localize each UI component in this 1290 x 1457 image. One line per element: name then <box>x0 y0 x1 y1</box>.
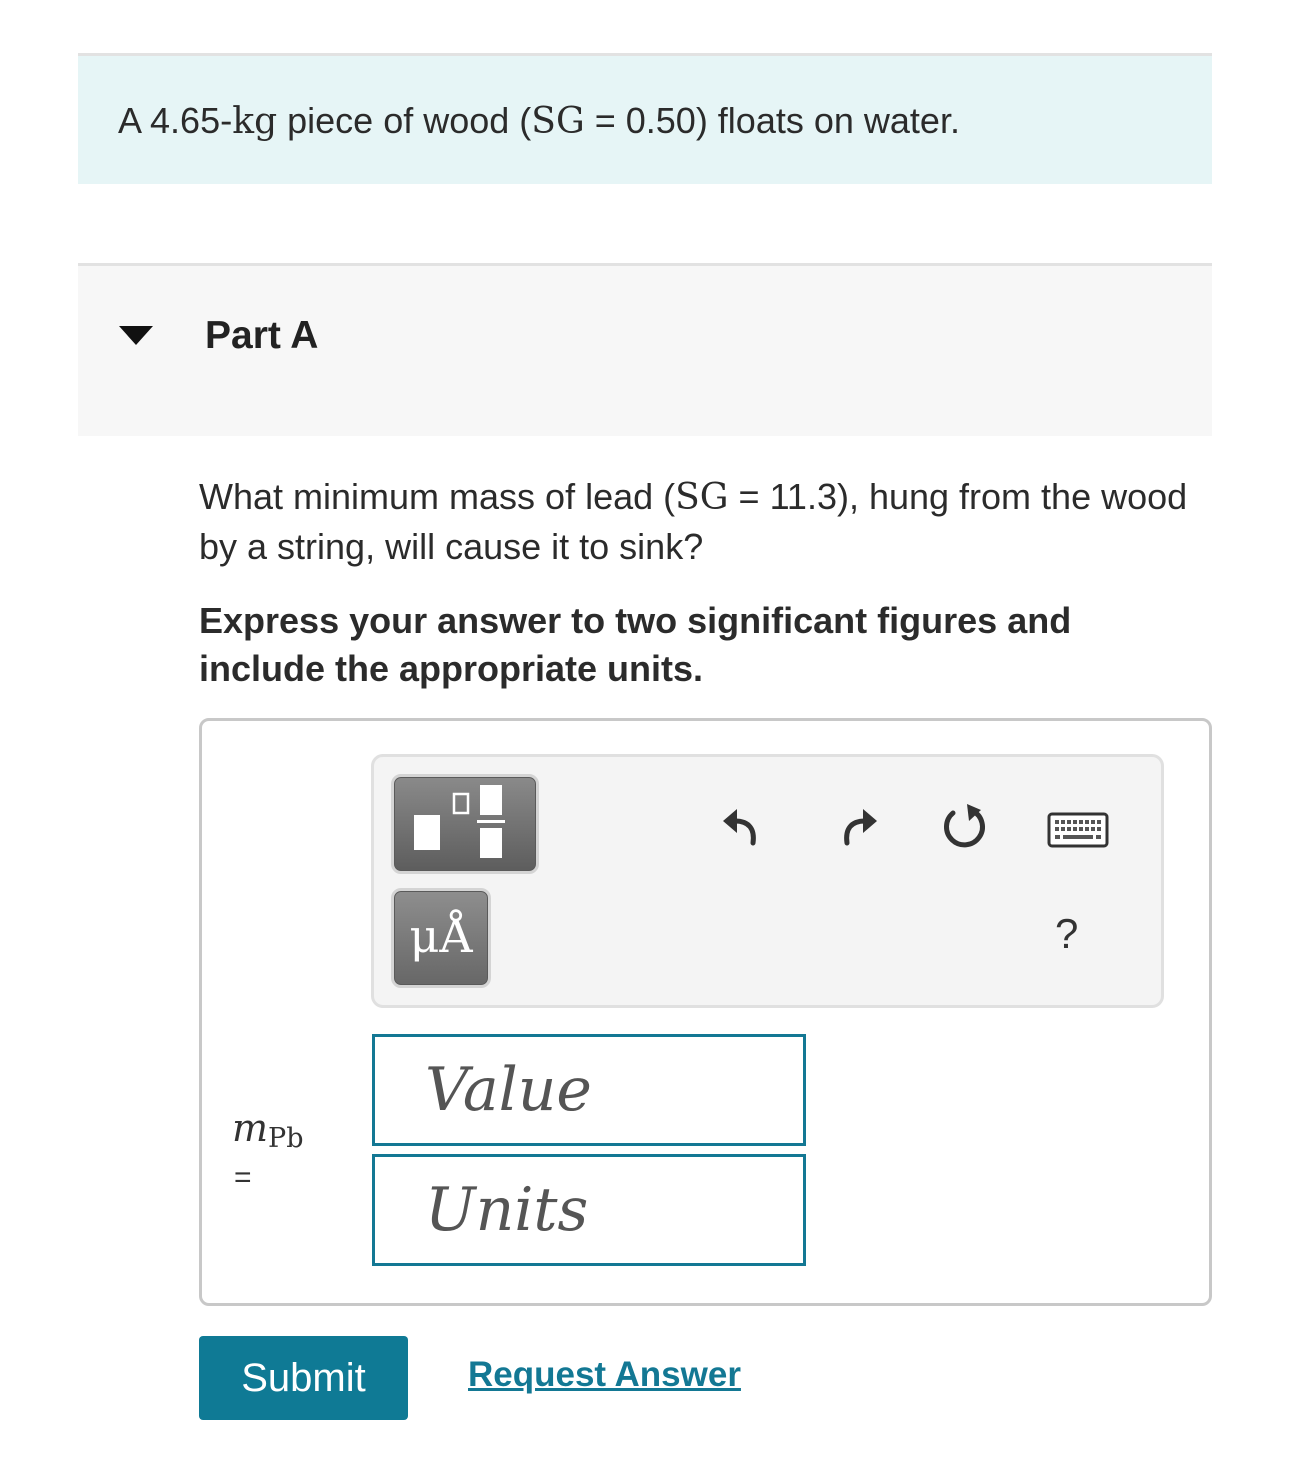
units-input[interactable] <box>375 1157 803 1263</box>
question-text <box>199 472 1199 571</box>
answer-instruction: Express your answer to two significant figures and include the appropriate units. <box>199 600 1072 689</box>
fraction-template-icon <box>394 777 536 871</box>
part-title: Part A <box>205 314 319 357</box>
keyboard-icon[interactable] <box>1047 810 1109 850</box>
answer-box <box>199 718 1212 1306</box>
value-input[interactable] <box>375 1037 803 1143</box>
answer-variable-subscript: Pb <box>268 1123 304 1154</box>
request-answer-link[interactable]: Request Answer <box>468 1355 741 1394</box>
answer-variable: m <box>232 1106 269 1150</box>
units-button[interactable] <box>391 888 491 988</box>
intro-text-end: = 0.50) floats on water. <box>584 100 960 141</box>
templates-button[interactable] <box>391 774 539 874</box>
intro-text-mid: piece of wood ( <box>277 100 532 141</box>
intro-text-start: A <box>118 100 151 141</box>
units-button-label: μÅ <box>409 909 473 963</box>
undo-icon[interactable] <box>719 803 767 851</box>
equals-sign: = <box>234 1161 252 1194</box>
answer-variable-label <box>232 1106 304 1154</box>
intro-mass-unit: -kg <box>220 101 278 142</box>
redo-icon[interactable] <box>833 803 881 851</box>
units-field[interactable] <box>372 1154 806 1266</box>
part-a-header[interactable] <box>78 263 1212 436</box>
submit-button[interactable]: Submit <box>199 1336 408 1420</box>
question-sg-symbol: SG <box>675 477 729 518</box>
question-text-start: What minimum mass of lead ( <box>199 476 676 517</box>
question-text-end: = 11.3), hung from the wood by a string, will cause it to sink? <box>199 476 1188 567</box>
problem-intro <box>78 53 1212 184</box>
intro-sg-symbol: SG <box>531 101 585 142</box>
help-button[interactable]: ? <box>1055 910 1079 957</box>
math-toolbar <box>371 754 1164 1008</box>
intro-text <box>118 100 960 142</box>
intro-mass-value: 4.65 <box>150 100 221 141</box>
value-field[interactable] <box>372 1034 806 1146</box>
collapse-caret-icon[interactable] <box>119 326 153 345</box>
reset-icon[interactable] <box>939 801 991 853</box>
